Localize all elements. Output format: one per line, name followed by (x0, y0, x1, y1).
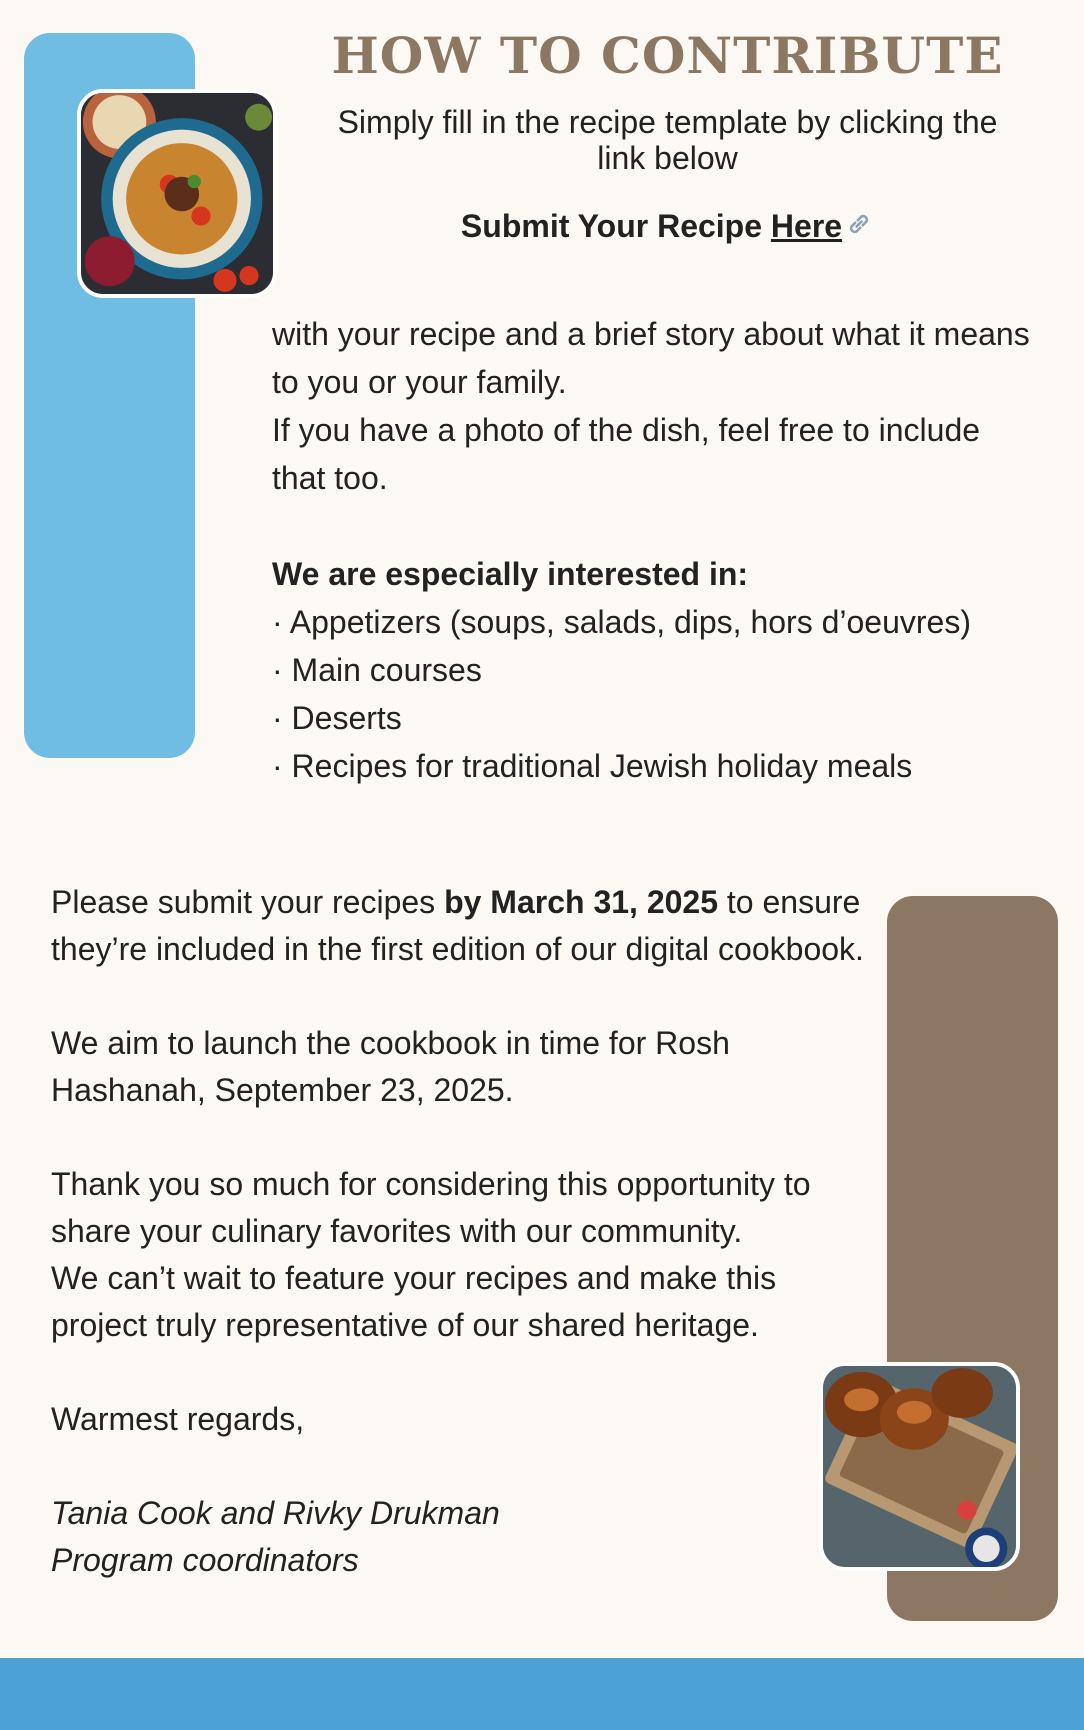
interest-item: · Deserts (272, 700, 402, 736)
recipe-instructions (272, 310, 1032, 790)
interests-title: We are especially interested in: (272, 556, 749, 592)
story-text: with your recipe and a brief story about what it means to you or your family. (272, 316, 1030, 400)
thanks-text: Thank you so much for considering this opportunity to share your culinary favorites with our community. (51, 1166, 811, 1249)
interest-item: · Recipes for traditional Jewish holiday meals (272, 748, 913, 784)
submit-recipe-line (330, 208, 1005, 247)
link-icon[interactable] (844, 209, 874, 247)
closing-text: Warmest regards, (51, 1401, 305, 1437)
footer-band (0, 1658, 1084, 1730)
deadline-text (51, 879, 871, 973)
deadline-before: Please submit your recipes (51, 884, 445, 920)
intro-text: Simply fill in the recipe template by clicking the link below (337, 104, 998, 176)
interest-item: · Appetizers (soups, salads, dips, hors d’oeuvres) (272, 604, 971, 640)
interest-item: · Main courses (272, 652, 482, 688)
photo-text: If you have a photo of the dish, feel free to include that too. (272, 412, 981, 496)
signature-role: Program coordinators (51, 1542, 359, 1578)
food-platter-photo (77, 89, 277, 298)
page-title: HOW TO CONTRIBUTE (331, 26, 1004, 85)
deadline-date: by March 31, 2025 (444, 884, 718, 920)
feature-text: We can’t wait to feature your recipes and make this project truly representative of our shared heritage. (51, 1260, 777, 1343)
submit-recipe-link[interactable]: Here (770, 208, 843, 244)
launch-text: We aim to launch the cookbook in time for Rosh Hashanah, September 23, 2025. (51, 1025, 730, 1108)
submit-recipe-label: Submit Your Recipe (460, 208, 771, 244)
deadline-after: to ensure they’re included in the first edition of our digital cookbook. (51, 884, 864, 967)
signature-names: Tania Cook and Rivky Drukman (51, 1495, 500, 1531)
submission-details (51, 879, 871, 1584)
